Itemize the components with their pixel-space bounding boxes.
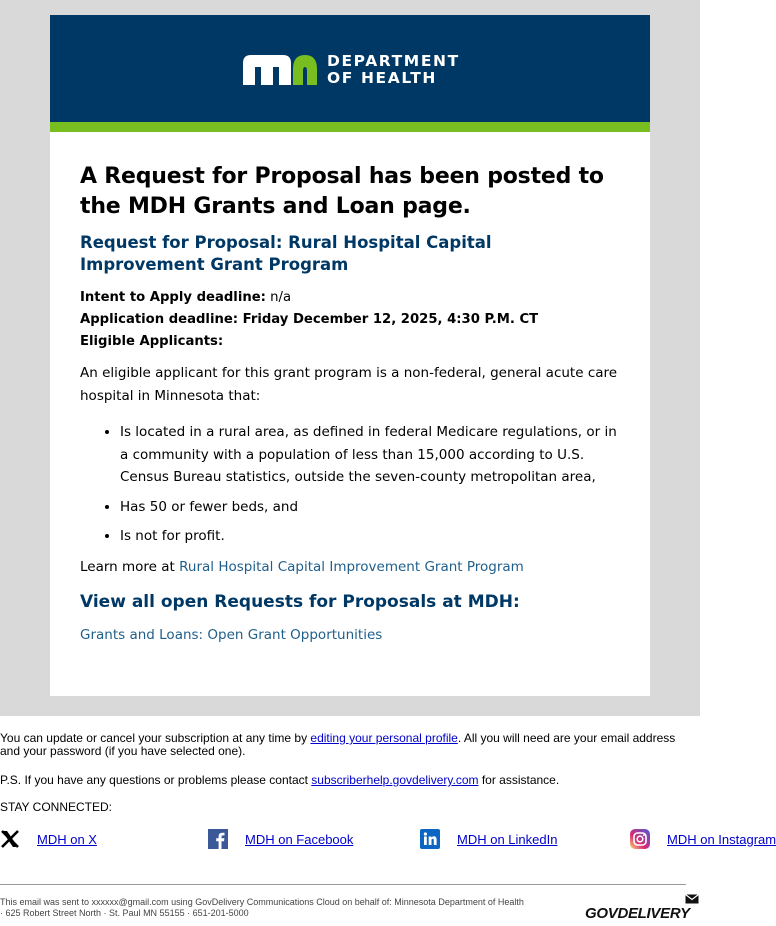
stay-connected-label: STAY CONNECTED: — [0, 800, 113, 814]
application-label: Application deadline: Friday December 12, 2025, 4:30 P.M. CT — [80, 312, 539, 327]
intent-label: Intent to Apply deadline: — [80, 290, 266, 305]
facebook-icon[interactable] — [208, 829, 228, 849]
ps-text — [0, 774, 700, 787]
mdh-logo[interactable] — [243, 53, 460, 87]
mdh-header — [50, 15, 650, 122]
update-prefix: You can update or cancel your subscription at any time by — [0, 731, 311, 745]
fineprint-line-2: · 625 Robert Street North · St. Paul MN 55155 · 651-201-5000 — [0, 908, 249, 918]
subscription-footer — [0, 731, 776, 853]
email-card — [50, 15, 650, 696]
mn-logo-icon — [243, 55, 317, 85]
eligible-label: Eligible Applicants: — [80, 334, 224, 349]
x-link[interactable]: MDH on X — [37, 831, 97, 847]
ps-suffix: for assistance. — [478, 773, 560, 787]
fineprint — [0, 897, 590, 919]
grants-paragraph — [80, 624, 620, 646]
social-facebook[interactable] — [208, 829, 353, 849]
intent-deadline — [80, 287, 620, 309]
logo-text — [327, 53, 460, 87]
linkedin-link[interactable]: MDH on LinkedIn — [457, 831, 558, 847]
view-all-heading: View all open Requests for Proposals at MDH: — [80, 591, 520, 612]
govdelivery-logo[interactable] — [585, 894, 700, 922]
list-item: • Is located in a rural area, as defined in federal Medicare regulations, or in a community with a population of less than 15,000 according to U.S. Census Bureau statistics, outside the seven-county metropolitan area, — [120, 421, 620, 489]
social-x[interactable] — [0, 829, 97, 849]
social-linkedin[interactable] — [420, 829, 557, 849]
headline: A Request for Proposal has been posted to the MDH Grants and Loan page. — [80, 164, 604, 219]
x-icon[interactable] — [0, 829, 20, 849]
grants-link[interactable]: Grants and Loans: Open Grant Opportunities — [80, 626, 383, 643]
ps-prefix: P.S. If you have any questions or problems please contact — [0, 773, 312, 787]
subscriber-help-link[interactable]: subscriberhelp.govdelivery.com — [311, 773, 479, 787]
eligible-applicants — [80, 331, 620, 353]
rfp-title: Request for Proposal: Rural Hospital Capital Improvement Grant Program — [80, 233, 492, 274]
learn-more-link[interactable]: Rural Hospital Capital Improvement Grant Program — [179, 558, 524, 575]
social-links — [0, 829, 776, 853]
learn-more-prefix: Learn more at — [80, 558, 180, 575]
linkedin-icon[interactable] — [420, 829, 440, 849]
logo-line-2: OF HEALTH — [327, 69, 437, 87]
update-subscription-text — [0, 732, 700, 758]
instagram-icon[interactable] — [630, 829, 650, 849]
rfp-meta — [80, 287, 620, 353]
fineprint-line-1: This email was sent to xxxxxx@gmail.com using GovDelivery Communications Cloud on behalf of: Minnesota Department of Health — [0, 897, 524, 907]
email-content — [50, 132, 650, 646]
logo-line-1: DEPARTMENT — [327, 52, 460, 70]
list-item: • Is not for profit. — [120, 525, 620, 548]
green-accent-bar — [50, 122, 650, 132]
instagram-link[interactable]: MDH on Instagram — [667, 831, 776, 847]
social-instagram[interactable] — [630, 829, 776, 849]
criteria-list — [120, 421, 620, 548]
intent-value: n/a — [265, 290, 292, 305]
envelope-icon — [685, 894, 699, 904]
learn-more — [80, 556, 620, 578]
facebook-link[interactable]: MDH on Facebook — [245, 831, 354, 847]
footer-divider — [0, 884, 686, 885]
eligible-text: An eligible applicant for this grant program is a non-federal, general acute care hospital in Minnesota that: — [80, 365, 618, 404]
list-item: • Has 50 or fewer beds, and — [120, 496, 620, 519]
edit-profile-link[interactable]: editing your personal profile — [310, 731, 458, 745]
update-suffix: . All you will need are your email address and your password (if you have selected one). — [0, 731, 676, 758]
govdelivery-text: GOVDELIVERY — [585, 905, 690, 922]
application-deadline — [80, 309, 620, 331]
